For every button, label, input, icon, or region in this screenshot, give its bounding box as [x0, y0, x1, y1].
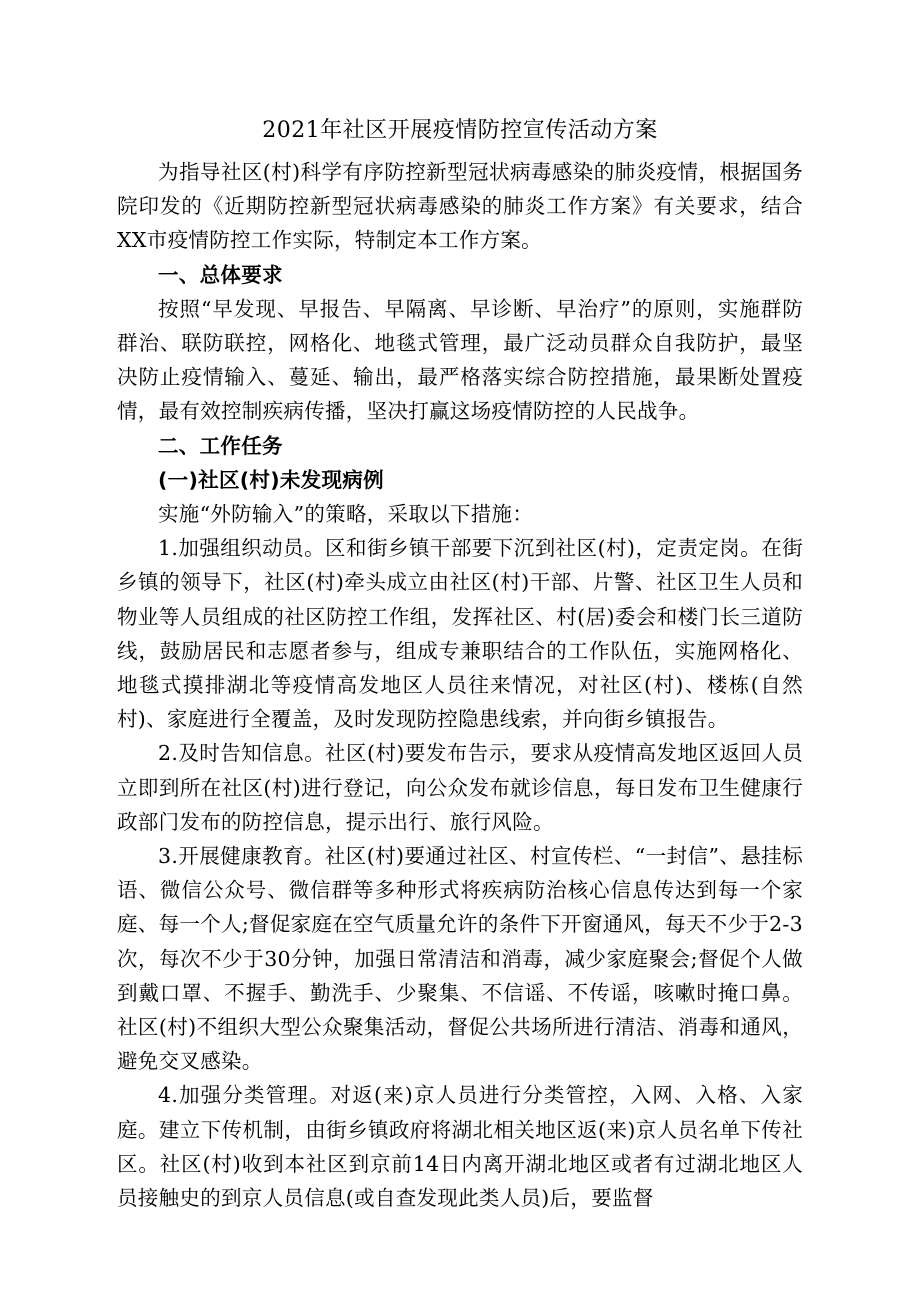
subsection-intro-paragraph: 实施“外防输入”的策略，采取以下措施： — [158, 502, 534, 527]
document-page — [117, 113, 803, 1215]
intro-paragraph: 为指导社区(村)科学有序防控新型冠状病毒感染的肺炎疫情，根据国务院印发的《近期防控新型冠状病毒感染的肺炎工作方案》有关要求，结合XX市疫情防控工作实际，特制定本工作方案。 — [117, 160, 803, 253]
document-title: 2021年社区开展疫情防控宣传活动方案 — [262, 118, 658, 143]
task-item-2: 2.及时告知信息。社区(村)要发布告示，要求从疫情高发地区返回人员立即到所在社区(村)进行登记，向公众发布就诊信息，每日发布卫生健康行政部门发布的防控信息，提示出行、旅行风险。 — [117, 741, 803, 834]
subsection-heading-no-cases: (一)社区(村)未发现病例 — [158, 467, 384, 492]
general-requirements-paragraph: 按照“早发现、早报告、早隔离、早诊断、早治疗”的原则，实施群防群治、联防联控，网格化、地毯式管理，最广泛动员群众自我防护，最坚决防止疫情输入、蔓延、输出，最严格落实综合防控措施，最果断处置疫情，最有效控制疾病传播，坚决打赢这场疫情防控的人民战争。 — [117, 296, 803, 424]
task-item-1: 1.加强组织动员。区和街乡镇干部要下沉到社区(村)，定责定岗。在街乡镇的领导下，社区(村)牵头成立由社区(村)干部、片警、社区卫生人员和物业等人员组成的社区防控工作组，发挥社区、村(居)委会和楼门长三道防线，鼓励居民和志愿者参与，组成专兼职结合的工作队伍，实施网格化、地毯式摸排湖北等疫情高发地区人员往来情况，对社区(村)、楼栋(自然村)、家庭进行全覆盖，及时发现防控隐患线索，并向街乡镇报告。 — [117, 536, 803, 732]
section-heading-work-tasks: 二、工作任务 — [158, 433, 283, 458]
task-item-3: 3.开展健康教育。社区(村)要通过社区、村宣传栏、“一封信”、悬挂标语、微信公众号、微信群等多种形式将疾病防治核心信息传达到每一个家庭、每一个人;督促家庭在空气质量允许的条件下开窗通风，每天不少于2-3次，每次不少于30分钟，加强日常清洁和消毒，减少家庭聚会;督促个人做到戴口罩、不握手、勤洗手、少聚集、不信谣、不传谣，咳嗽时掩口鼻。社区(村)不组织大型公众聚集活动，督促公共场所进行清洁、消毒和通风，避免交叉感染。 — [117, 844, 803, 1074]
section-heading-general-requirements: 一、总体要求 — [158, 262, 283, 287]
task-item-4: 4.加强分类管理。对返(来)京人员进行分类管控，入网、入格、入家庭。建立下传机制，由街乡镇政府将湖北相关地区返(来)京人员名单下传社区。社区(村)收到本社区到京前14日内离开湖北地区或者有过湖北地区人员接触史的到京人员信息(或自查发现此类人员)后，要监督 — [117, 1083, 803, 1211]
